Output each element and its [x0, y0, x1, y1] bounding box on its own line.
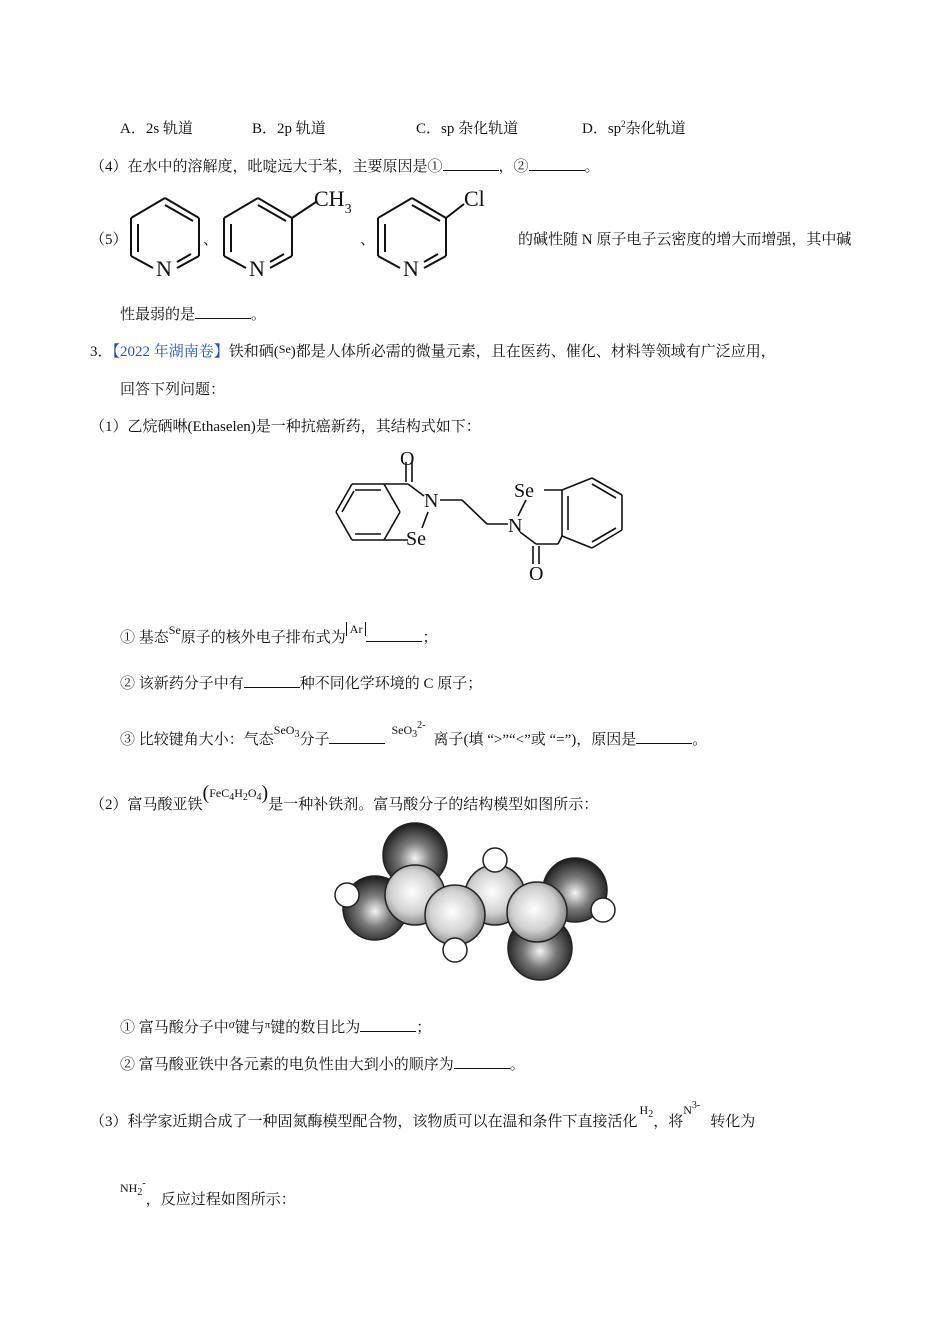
- sub-1-end: ；: [416, 1020, 432, 1036]
- part-1-sub-2: [120, 672, 482, 693]
- seo3-formula: SeO3: [273, 723, 300, 740]
- sub-1-middle: 原子的核外电子排布式为: [180, 630, 346, 646]
- atom-n-label: N: [156, 256, 172, 281]
- se-formula: Se: [168, 623, 181, 637]
- atom-n-label: N: [249, 256, 265, 281]
- chlorine-label: Cl: [464, 186, 485, 211]
- sub-1-middle: 键与: [234, 1020, 265, 1036]
- carbon-atom: [507, 882, 567, 942]
- atom-o-label: O: [400, 448, 415, 470]
- answer-blank[interactable]: [443, 156, 499, 171]
- question-number: 3．: [90, 344, 113, 360]
- atom-n-label: N: [508, 515, 523, 537]
- part-3-suffix: 转化为: [710, 1114, 756, 1130]
- se-formula: Se: [278, 342, 291, 356]
- option-d-prefix: D．sp: [582, 121, 622, 137]
- sub-1-prefix: ① 基态: [120, 630, 169, 646]
- atom-n-label: N: [403, 256, 419, 281]
- option-a: A．2s 轨道: [120, 121, 193, 137]
- chloropyridine-structure: [372, 182, 502, 280]
- part-3-text: [90, 1100, 755, 1131]
- question-5-text: 的碱性随 N 原子电子云密度的增大而增强，其中碱: [518, 232, 852, 248]
- ferrous-fumarate-formula: FeC4H2O4: [209, 786, 262, 803]
- source-tag: 【2022 年湖南卷】: [112, 344, 229, 360]
- part-1-text: （1）乙烷硒啉(Ethaselen)是一种抗癌新药，其结构式如下：: [90, 419, 481, 435]
- hydrogen-atom: [483, 848, 507, 872]
- paren-left: (: [202, 782, 210, 804]
- question-5-line2: [120, 303, 266, 324]
- atom-se-label: Se: [514, 480, 534, 502]
- part-3-prefix: （3）科学家近期合成了一种固氮酶模型配合物，该物质可以在温和条件下直接活化: [90, 1114, 638, 1130]
- option-d: [582, 117, 686, 138]
- seo3-ion-formula: SeO32-: [391, 720, 426, 740]
- sub-2-prefix: ② 该新药分子中有: [120, 676, 244, 692]
- hydrogen-atom: [443, 938, 467, 962]
- question-3: [90, 340, 776, 361]
- sigma-symbol: σ: [228, 1017, 235, 1031]
- answer-blank[interactable]: [366, 627, 422, 642]
- question-4: [90, 155, 600, 176]
- nh2-formula: NH2-: [120, 1178, 146, 1198]
- sub-3-post: 离子(填 “>”“<”或 “=”)，原因是: [433, 732, 637, 748]
- part-2-text: [90, 782, 598, 814]
- part-2-sub-2: [120, 1053, 525, 1074]
- answer-blank[interactable]: [529, 156, 585, 171]
- ethaselen-structure: [322, 440, 627, 585]
- sub-2-end: 。: [509, 1057, 525, 1073]
- nitride-formula: N3-: [683, 1100, 701, 1117]
- atom-o-label: O: [529, 563, 544, 585]
- option-d-superscript: 2: [621, 119, 626, 129]
- part-3-line2-text: ，反应过程如图所示：: [145, 1192, 296, 1208]
- ar-core: Ar: [346, 622, 367, 636]
- question-4-text: （4）在水中的溶解度，吡啶远大于苯，主要原因是①: [90, 159, 443, 175]
- question-5-end: 。: [251, 307, 267, 323]
- comma: 、: [203, 232, 219, 248]
- question-4-separator: ，②: [498, 159, 529, 175]
- part-2-prefix: （2）富马酸亚铁: [90, 797, 203, 813]
- hydrogen-atom: [591, 898, 615, 922]
- sub-2-end: 种不同化学环境的 C 原子；: [299, 676, 483, 692]
- methyl-label: $CH_3$: [314, 186, 352, 217]
- sub-3-end: 。: [692, 732, 708, 748]
- sub-1-end: ；: [422, 630, 438, 646]
- part-3-line2: [120, 1178, 296, 1209]
- option-b: B．2p 轨道: [252, 121, 326, 137]
- h2-formula: H2: [639, 1103, 654, 1120]
- carbon-atom: [425, 885, 485, 945]
- part-2-sub-1: [120, 1016, 431, 1037]
- part-3-middle: ，将: [653, 1114, 684, 1130]
- part-1-sub-3: [120, 720, 707, 749]
- sub-3-middle: 分子: [299, 732, 330, 748]
- hydrogen-atom: [335, 883, 359, 907]
- comma: 、: [360, 232, 376, 248]
- methylpyridine-structure: [218, 182, 368, 280]
- question-5-label: （5）: [90, 232, 128, 248]
- paren-right: ): [261, 782, 269, 804]
- sub-1-post: 键的数目比为: [270, 1020, 361, 1036]
- atom-se-label: Se: [406, 528, 426, 550]
- question-4-end: 。: [584, 159, 600, 175]
- answer-blank[interactable]: [195, 304, 251, 319]
- pi-symbol: π: [264, 1019, 271, 1031]
- question-3-text-b: )都是人体所必需的微量元素，且在医药、催化、材料等领域有广泛应用，: [290, 344, 776, 360]
- answer-blank[interactable]: [244, 673, 300, 688]
- option-c: C．sp 杂化轨道: [416, 121, 519, 137]
- pyridine-structure: [125, 190, 205, 280]
- answer-blank[interactable]: [636, 729, 692, 744]
- answer-blank[interactable]: [454, 1054, 510, 1069]
- part-1-sub-1: [120, 622, 437, 647]
- answer-blank[interactable]: [360, 1017, 416, 1032]
- fumaric-acid-model: [325, 820, 625, 990]
- answer-blank[interactable]: [329, 729, 385, 744]
- question-3-text-a: 铁和硒(: [228, 344, 279, 360]
- sub-2-prefix: ② 富马酸亚铁中各元素的电负性由大到小的顺序为: [120, 1057, 454, 1073]
- question-3-line2: 回答下列问题：: [120, 382, 226, 398]
- part-2-suffix: 是一种补铁剂。富马酸分子的结构模型如图所示：: [268, 797, 599, 813]
- question-5-text2: 性最弱的是: [120, 307, 196, 323]
- sub-3-prefix: ③ 比较键角大小：气态: [120, 732, 274, 748]
- option-d-suffix: 杂化轨道: [625, 121, 686, 137]
- atom-n-label: N: [424, 490, 439, 512]
- sub-1-prefix: ① 富马酸分子中: [120, 1020, 229, 1036]
